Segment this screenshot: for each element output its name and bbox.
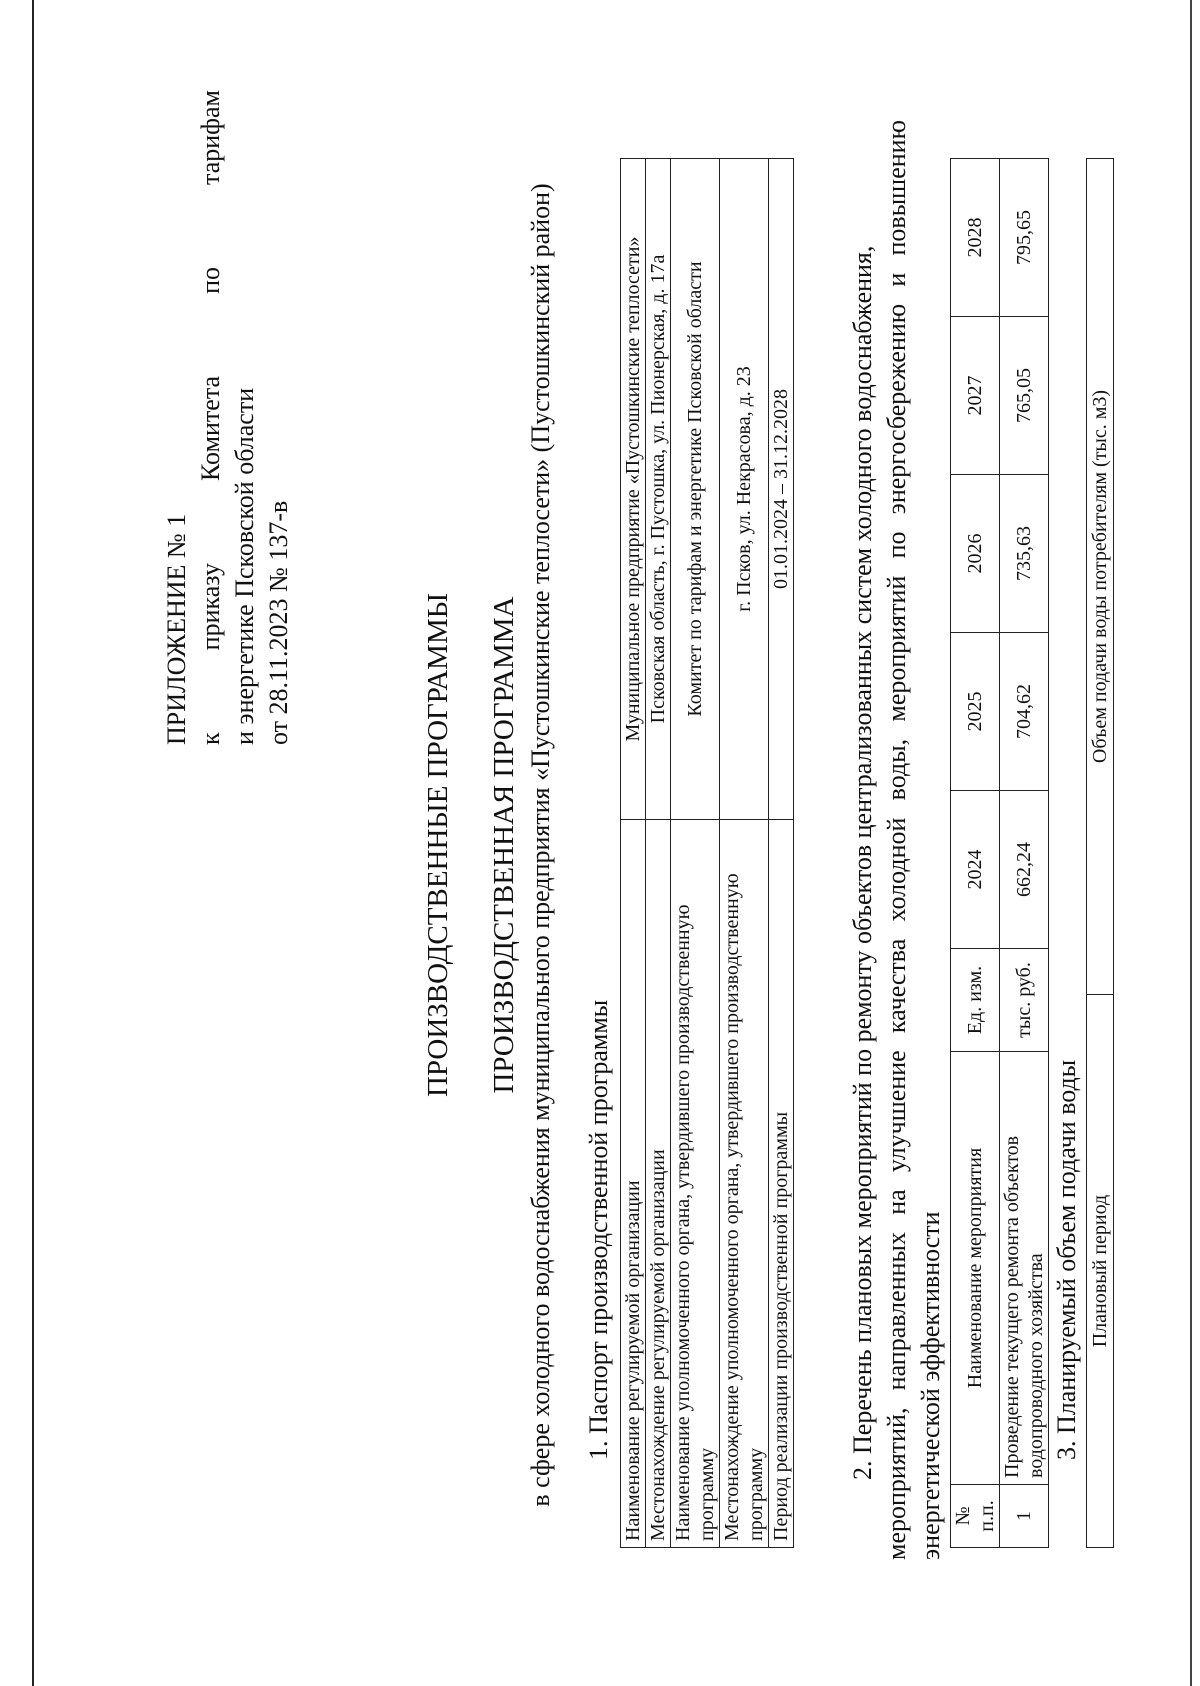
column-header: 2024 <box>951 791 1000 949</box>
column-header: 2027 <box>951 317 1000 475</box>
passport-label: Местонахождение уполномоченного органа, утвердившего производственную программу <box>720 820 769 1548</box>
table-cell: 765,05 <box>1000 317 1049 475</box>
table-row <box>671 159 720 1548</box>
passport-value: Комитет по тарифам и энергетике Псковской области <box>671 159 720 820</box>
program-description: в сфере холодного водоснабжения муниципального предприятия «Пустошкинские теплосети» (Пустошкинский район) <box>526 183 555 1507</box>
table-row <box>769 159 794 1548</box>
column-header: Ед. изм. <box>951 949 1000 1052</box>
scan-border-right <box>1190 0 1192 1686</box>
program-title: ПРОИЗВОДСТВЕННАЯ ПРОГРАММА <box>488 596 520 1094</box>
appendix-word: Комитета <box>196 375 225 481</box>
passport-label: Наименование регулируемой организации <box>621 820 646 1548</box>
table-row <box>1000 159 1049 1548</box>
section1-heading: 1. Паспорт производственной программы <box>584 999 613 1460</box>
measures-table <box>950 158 1049 1548</box>
appendix-line-committee: и энергетике Псковской области <box>230 387 259 745</box>
column-header: Объем подачи воды потребителям (тыс. м3) <box>1087 159 1114 995</box>
appendix-block <box>160 90 296 745</box>
table-row <box>720 159 769 1548</box>
column-header: № п.п. <box>951 1485 1000 1548</box>
appendix-title: ПРИЛОЖЕНИЕ № 1 <box>162 513 191 745</box>
passport-value: Муниципальное предприятие «Пустошкинские теплосети» <box>621 159 646 820</box>
document-page <box>50 90 1111 1600</box>
section2-heading: 2. Перечень плановых мероприятий по ремонту объектов централизованных систем холодного водоснабжения, <box>848 245 877 1480</box>
table-row <box>646 159 671 1548</box>
table-cell: 1 <box>1000 1485 1049 1548</box>
scan-border-left <box>32 0 34 1686</box>
passport-value: 01.01.2024 – 31.12.2028 <box>769 159 794 820</box>
appendix-word: приказу <box>196 563 225 651</box>
section2-text: мероприятий, направленных на улучшение качества холодной воды, мероприятий по энергосбережению и повышению энергетической эффективности <box>882 120 945 1560</box>
table-cell: 795,65 <box>1000 159 1049 317</box>
section3-heading: 3. Планируемый объем подачи воды <box>1052 1059 1081 1460</box>
appendix-word: тарифам <box>196 90 225 185</box>
table-cell: 735,63 <box>1000 475 1049 633</box>
table-cell: 662,24 <box>1000 791 1049 949</box>
passport-label: Наименование уполномоченного органа, утвердившего производственную программу <box>671 820 720 1548</box>
passport-value: Псковская область, г. Пустошка, ул. Пионерская, д. 17а <box>646 159 671 820</box>
passport-value: г. Псков, ул. Некрасова, д. 23 <box>720 159 769 820</box>
passport-label: Местонахождение регулируемой организации <box>646 820 671 1548</box>
table-row <box>621 159 646 1548</box>
table-cell: тыс. руб. <box>1000 949 1049 1052</box>
table-header-row <box>1087 159 1114 1548</box>
column-header: 2028 <box>951 159 1000 317</box>
column-header: Плановый период <box>1087 995 1114 1548</box>
column-header: Наименование мероприятия <box>951 1052 1000 1485</box>
water-volume-table <box>1086 158 1114 1548</box>
table-cell: 704,62 <box>1000 633 1049 791</box>
appendix-line-date: от 28.11.2023 № 137-в <box>264 500 293 745</box>
passport-label: Период реализации производственной программы <box>769 820 794 1548</box>
appendix-word: к <box>196 732 225 745</box>
section2-paragraph <box>846 120 948 1560</box>
column-header: 2026 <box>951 475 1000 633</box>
document-title: ПРОИЗВОДСТВЕННЫЕ ПРОГРАММЫ <box>422 592 454 1098</box>
appendix-line-order <box>194 90 228 745</box>
table-cell: Проведение текущего ремонта объектов водопроводного хозяйства <box>1000 1052 1049 1485</box>
appendix-word: по <box>196 267 225 294</box>
column-header: 2025 <box>951 633 1000 791</box>
passport-table <box>620 158 794 1548</box>
table-header-row <box>951 159 1000 1548</box>
